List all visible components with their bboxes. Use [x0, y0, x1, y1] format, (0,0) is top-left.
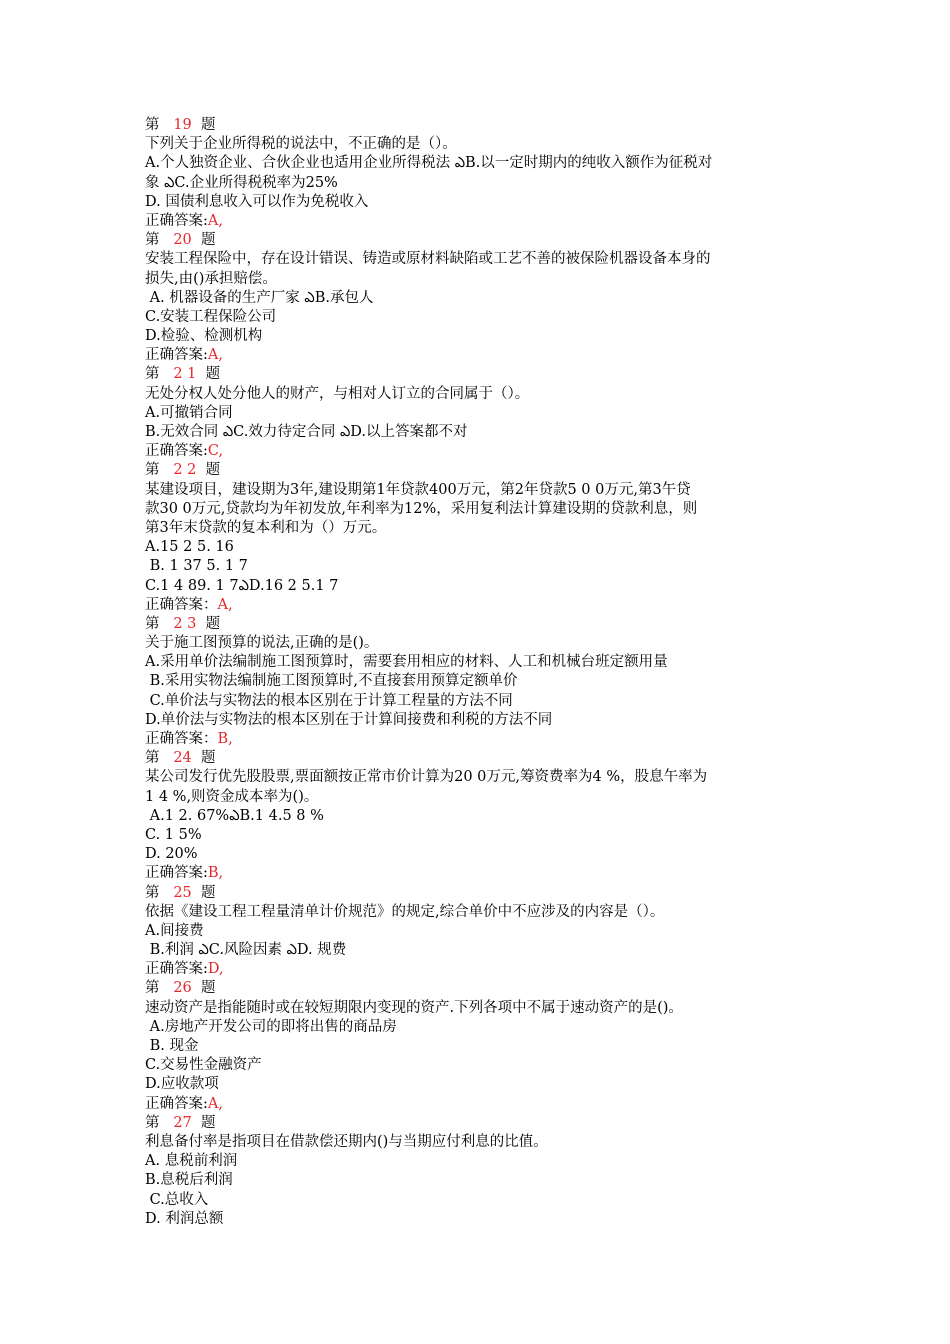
answer-value: D,	[207, 961, 224, 978]
answer-label: 正确答案:	[145, 212, 208, 229]
question-number: 2 1	[173, 366, 197, 383]
option-line: D.应收款项	[145, 1076, 219, 1093]
option-line: C. 1 5%	[145, 826, 202, 843]
answer-label: 正确答案：	[145, 596, 218, 613]
question-prefix: 第	[145, 615, 160, 632]
exam-document	[145, 116, 825, 1229]
option-line: B.利润 ఎC.风险因素 ఎD. 规费	[145, 942, 347, 959]
answer-label: 正确答案:	[145, 443, 208, 460]
question-stem-line: 某建设项目，建设期为3年,建设期第1年贷款400万元，第2年贷款5 0 0万元,第3午贷	[145, 481, 691, 498]
answer-line	[145, 346, 825, 365]
question-header	[145, 116, 825, 135]
question-stem-line: 1 4 %,则资金成本率为()。	[145, 788, 319, 805]
option-line: B.采用实物法编制施工图预算时,不直接套用预算定额单价	[145, 673, 518, 690]
question-header	[145, 365, 825, 384]
question-block	[145, 116, 825, 231]
question-prefix: 第	[145, 884, 160, 901]
question-number: 2 3	[173, 615, 197, 632]
question-prefix: 第	[145, 1114, 160, 1131]
option-line: C.1 4 89. 1 7ఎD.16 2 5.1 7	[145, 577, 339, 594]
question-stem-line: 依据《建设工程工程量清单计价规范》的规定,综合单价中不应涉及的内容是（）。	[145, 903, 665, 920]
question-suffix: 题	[205, 366, 221, 383]
option-line: A.间接费	[145, 922, 204, 939]
answer-line	[145, 442, 825, 461]
option-line: B. 现金	[145, 1038, 199, 1054]
question-header	[145, 231, 825, 250]
question-suffix: 题	[201, 1114, 216, 1131]
option-line: B. 1 37 5. 1 7	[145, 558, 248, 575]
answer-value: B,	[207, 865, 224, 882]
question-stem-line: 损失,由()承担赔偿。	[145, 270, 277, 287]
question-block	[145, 365, 825, 461]
question-header	[145, 461, 825, 480]
option-line: D. 国债利息收入可以作为免税收入	[145, 193, 369, 210]
question-header	[145, 884, 825, 903]
question-block	[145, 979, 825, 1113]
option-line: A.房地产开发公司的即将出售的商品房	[145, 1018, 397, 1035]
option-line: C.总收入	[145, 1191, 209, 1208]
question-header	[145, 615, 825, 634]
question-prefix: 第	[145, 750, 160, 767]
question-number: 24	[173, 750, 192, 767]
option-line: C.安装工程保险公司	[145, 308, 277, 325]
question-block	[145, 231, 825, 365]
answer-label: 正确答案:	[145, 865, 208, 882]
option-line: D.检验、检测机构	[145, 328, 263, 345]
question-suffix: 题	[205, 615, 221, 632]
answer-value: A,	[217, 596, 233, 613]
answer-value: A,	[207, 1095, 223, 1112]
answer-line	[145, 960, 825, 979]
option-line: B.无效合同 ఎC.效力待定合同 ఎD.以上答案都不对	[145, 424, 468, 440]
answer-line	[145, 730, 825, 749]
option-line: C.交易性金融资产	[145, 1057, 262, 1074]
answer-value: A,	[207, 212, 223, 229]
question-suffix: 题	[201, 232, 216, 249]
question-suffix: 题	[201, 117, 216, 133]
question-block	[145, 884, 825, 980]
question-stem-line: 第3年末贷款的复本利和为（）万元。	[145, 519, 387, 536]
question-number: 19	[173, 117, 192, 133]
answer-line	[145, 596, 825, 615]
question-header	[145, 979, 825, 998]
question-number: 25	[173, 884, 192, 901]
question-prefix: 第	[145, 117, 160, 133]
option-line: D. 利润总额	[145, 1210, 224, 1227]
question-number: 2 2	[173, 462, 197, 479]
question-suffix: 题	[201, 884, 216, 901]
question-stem-line: 关于施工图预算的说法,正确的是()。	[145, 635, 379, 652]
option-line: B.息税后利润	[145, 1172, 233, 1189]
option-line: C.单价法与实物法的根本区别在于计算工程量的方法不同	[145, 692, 513, 709]
question-block	[145, 749, 825, 883]
question-stem-line: 速动资产是指能随时或在较短期限内变现的资产.下列各项中不属于速动资产的是()。	[145, 999, 683, 1016]
question-prefix: 第	[145, 366, 160, 383]
answer-value: A,	[207, 347, 223, 364]
answer-label: 正确答案:	[145, 347, 208, 364]
answer-line	[145, 1095, 825, 1114]
answer-label: 正确答案:	[145, 1095, 208, 1112]
question-block	[145, 615, 825, 749]
question-suffix: 题	[201, 980, 216, 997]
option-line: A. 息税前利润	[145, 1153, 238, 1170]
option-line: A.可撤销合同	[145, 404, 233, 421]
question-suffix: 题	[201, 750, 216, 767]
answer-line	[145, 864, 825, 883]
question-number: 20	[173, 232, 192, 249]
question-prefix: 第	[145, 980, 160, 997]
question-stem-line: 无处分权人处分他人的财产，与相对人订立的合同属于（）。	[145, 385, 530, 402]
question-prefix: 第	[145, 232, 160, 249]
option-line: 象 ఎC.企业所得税税率为25%	[145, 174, 338, 191]
option-line: A.个人独资企业、合伙企业也适用企业所得税法 ఎB.以一定时期内的纯收入额作为征税对	[145, 155, 713, 172]
question-stem-line: 安装工程保险中，存在设计错误、铸造或原材料缺陷或工艺不善的被保险机器设备本身的	[145, 251, 711, 268]
answer-value: C,	[207, 443, 224, 460]
question-stem-line: 款30 0万元,贷款均为年初发放,年利率为12%，采用复利法计算建设期的贷款利息，则	[145, 500, 698, 517]
question-number: 26	[173, 980, 192, 997]
question-header	[145, 749, 825, 768]
option-line: A. 机器设备的生产厂家 ఎB.承包人	[145, 289, 374, 306]
answer-value: B,	[217, 731, 233, 747]
question-number: 27	[173, 1114, 192, 1131]
question-header	[145, 1114, 825, 1133]
answer-line	[145, 212, 825, 231]
option-line: A.1 2. 67%ఎB.1 4.5 8 %	[145, 807, 324, 824]
question-stem-line: 某公司发行优先股股票,票面额按正常市价计算为20 0万元,筹资费率为4 %，股息午率为	[145, 769, 708, 786]
option-line: A.采用单价法编制施工图预算时，需要套用相应的材料、人工和机械台班定额用量	[145, 654, 668, 671]
option-line: A.15 2 5. 16	[145, 539, 234, 556]
answer-label: 正确答案:	[145, 961, 208, 978]
question-block	[145, 1114, 825, 1229]
option-line: D.单价法与实物法的根本区别在于计算间接费和利税的方法不同	[145, 711, 553, 728]
option-line: D. 20%	[145, 846, 198, 863]
question-prefix: 第	[145, 462, 160, 479]
question-suffix: 题	[205, 462, 221, 479]
question-stem-line: 利息备付率是指项目在借款偿还期内()与当期应付利息的比值。	[145, 1133, 548, 1150]
question-stem-line: 下列关于企业所得税的说法中，不正确的是（）。	[145, 136, 457, 153]
answer-label: 正确答案：	[145, 731, 218, 747]
question-block	[145, 461, 825, 615]
